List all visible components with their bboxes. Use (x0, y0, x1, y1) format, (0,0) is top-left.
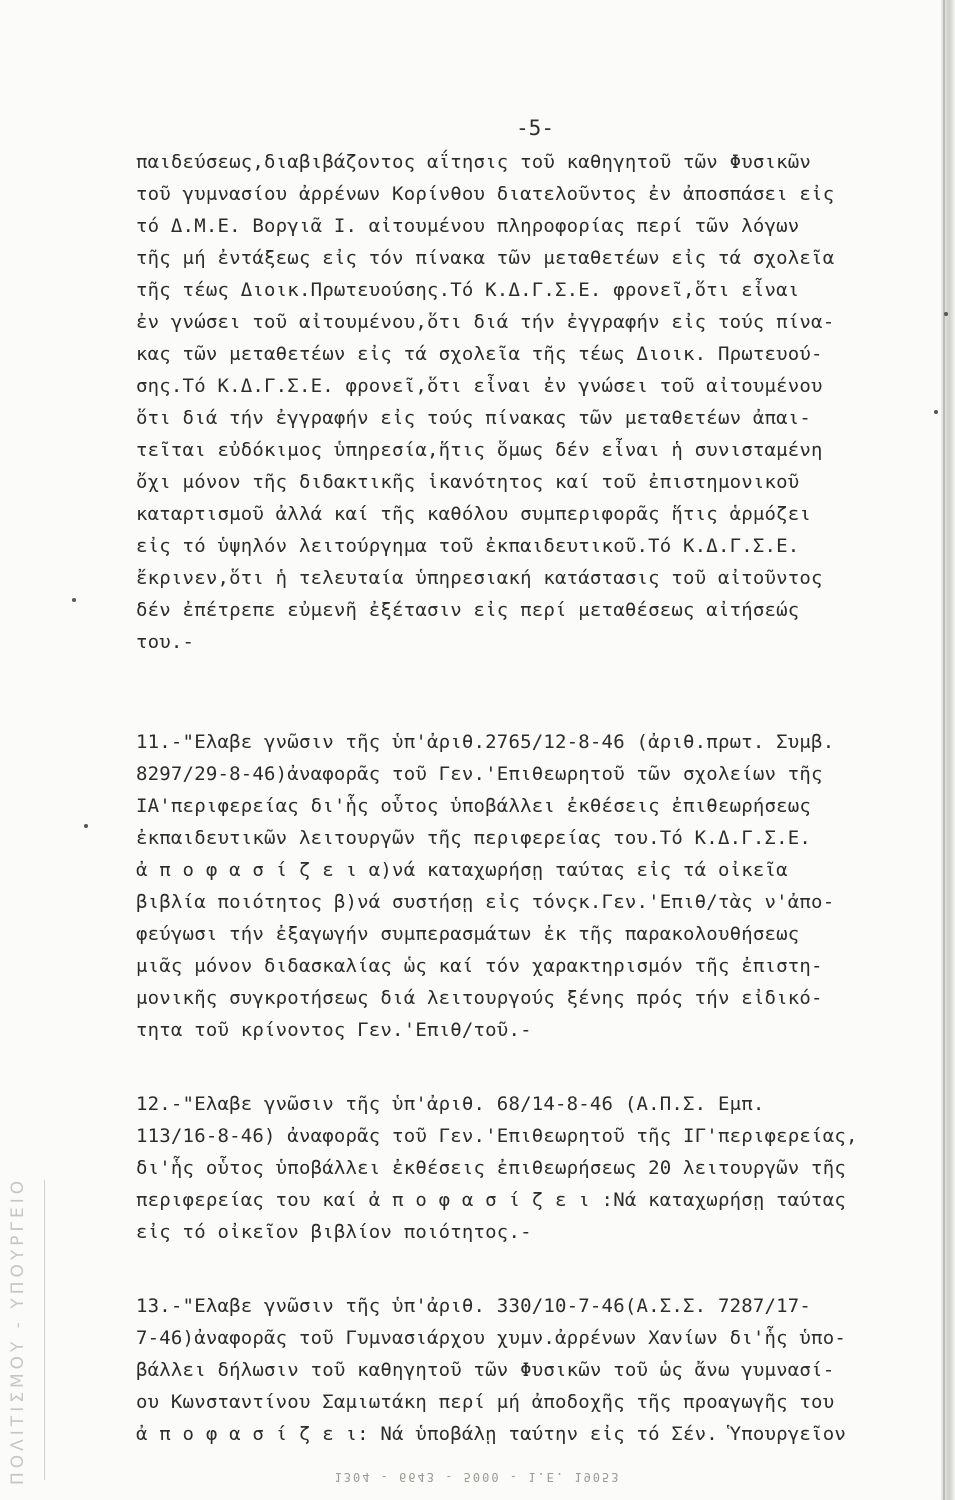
item-12 (136, 1088, 936, 1248)
text-line: φεύγωσι τήν ἐξαγωγήν συμπερασμάτων ἐκ τῆς παρακολουθήσεως (136, 923, 800, 945)
item-13 (136, 1290, 936, 1450)
margin-mark (72, 598, 76, 602)
text-line: κας τῶν μεταθετέων εἰς τά σχολεῖα τῆς τέως Διοικ. Πρωτευού- (136, 343, 823, 365)
text-line: ἀ π ο φ α σ ί ζ ε ι α)νά καταχωρήσῃ ταύτας εἰς τά οἰκεῖα (136, 859, 788, 881)
text-line: εἰς τό ὑψηλόν λειτούργημα τοῦ ἐκπαιδευτικοῦ.Τό Κ.Δ.Γ.Σ.Ε. (136, 535, 800, 557)
text-line: ὄχι μόνον τῆς διδακτικῆς ἱκανότητος καί τοῦ ἐπιστημονικοῦ (136, 471, 800, 493)
text-line: τητα τοῦ κρίνοντος Γεν.'Επιθ/τοῦ.- (136, 1019, 532, 1041)
text-line: ἐν γνώσει τοῦ αἰτουμένου,ὅτι διά τήν ἐγγραφήν εἰς τούς πίνα- (136, 311, 835, 333)
spine-text: ΠΟΛΙΤΙΣΜΟΥ - ΥΠΟΥΡΓΕΙΟ (8, 1176, 28, 1485)
text-line: δέν ἐπέτρεπε εὐμενῆ ἐξέτασιν εἰς περί μεταθέσεως αἰτήσεώς (136, 599, 800, 621)
text-line: τῆς τέως Διοικ.Πρωτευούσης.Τό Κ.Δ.Γ.Σ.Ε. φρονεῖ,ὅτι εἶναι (136, 279, 800, 301)
paragraph-continuation (136, 146, 936, 658)
text-line: ἔκρινεν,ὅτι ἡ τελευταία ὑπηρεσιακή κατάστασις τοῦ αἰτοῦντος (136, 567, 823, 589)
text-line: 113/16-8-46) ἀναφορᾶς τοῦ Γεν.'Επιθεωρητοῦ τῆς ΙΓ'περιφερείας, (136, 1125, 858, 1147)
printer-footer: 1304 - 6643 - 5000 - 1.E. 19053 (334, 1470, 621, 1484)
item-11 (136, 726, 936, 1046)
margin-mark (944, 312, 948, 316)
text-line: ἐκπαιδευτικῶν λειτουργῶν τῆς περιφερείας του.Τό Κ.Δ.Γ.Σ.Ε. (136, 827, 812, 849)
text-line: εἰς τό οἰκεῖον βιβλίον ποιότητος.- (136, 1221, 532, 1243)
text-line: τεῖται εὐδόκιμος ὑπηρεσία,ἥτις ὅμως δέν εἶναι ἡ συνισταμένη (136, 439, 823, 461)
text-line: καταρτισμοῦ ἀλλά καί τῆς καθόλου συμπεριφορᾶς ἥτις ἁρμόζει (136, 503, 812, 525)
text-line: μιᾶς μόνον διδασκαλίας ὡς καί τόν χαρακτηρισμόν τῆς ἐπιστη- (136, 955, 823, 977)
text-line: 7-46)ἀναφορᾶς τοῦ Γυμνασιάρχου χυμν.ἀρρένων Χανίων δι'ἧς ὑπο- (136, 1327, 846, 1349)
text-line: βάλλει δήλωσιν τοῦ καθηγητοῦ τῶν Φυσικῶν τοῦ ὡς ἄνω γυμνασί- (136, 1359, 835, 1381)
text-line: βιβλία ποιότητος β)νά συστήσῃ εἰς τόνςκ.Γεν.'Επιθ/τὰς ν'ἀπο- (136, 891, 835, 913)
text-line: 8297/29-8-46)ἀναφορᾶς τοῦ Γεν.'Επιθεωρητοῦ τῶν σχολείων τῆς (136, 763, 823, 785)
text-line: μονικῆς συγκροτήσεως διά λειτουργούς ξένης πρός τήν εἰδικό- (136, 987, 823, 1009)
text-line: περιφερείας του καί ἀ π ο φ α σ ί ζ ε ι :Νά καταχωρήσῃ ταύτας (136, 1189, 846, 1211)
text-line: 11.-"Ελαβε γνῶσιν τῆς ὑπ'ἀριθ.2765/12-8-46 (ἀριθ.πρωτ. Συμβ. (136, 731, 835, 753)
text-line: ὅτι διά τήν ἐγγραφήν εἰς τούς πίνακας τῶν μεταθετέων ἀπαι- (136, 407, 812, 429)
text-line: τῆς μή ἐντάξεως εἰς τόν πίνακα τῶν μεταθετέων εἰς τά σχολεῖα (136, 247, 835, 269)
margin-mark (934, 410, 938, 414)
page-number: -5- (516, 116, 554, 140)
text-line: ἀ π ο φ α σ ί ζ ε ι: Νά ὑποβάλῃ ταύτην εἰς τό Σέν. Ὑπουργεῖον (136, 1423, 846, 1445)
text-line: 13.-"Ελαβε γνῶσιν τῆς ὑπ'ἀριθ. 330/10-7-46(Α.Σ.Σ. 7287/17- (136, 1295, 812, 1317)
text-line: τό Δ.Μ.Ε. Βοργιᾶ Ι. αἰτουμένου πληροφορίας περί τῶν λόγων (136, 215, 800, 237)
text-line: παιδεύσεως,διαβιβάζοντος αΐτησις τοῦ καθηγητοῦ τῶν Φυσικῶν (136, 151, 812, 173)
text-line: τοῦ γυμνασίου ἀρρένων Κορίνθου διατελοῦντος ἐν ἀποσπάσει εἰς (136, 183, 835, 205)
text-line: του.- (136, 631, 195, 653)
text-line: 12.-"Ελαβε γνῶσιν τῆς ὑπ'ἀριθ. 68/14-8-46 (Α.Π.Σ. Εμπ. (136, 1093, 765, 1115)
text-line: δι'ἧς οὗτος ὑποβάλλει ἐκθέσεις ἐπιθεωρήσεως 20 λειτουργῶν τῆς (136, 1157, 846, 1179)
spine-line (44, 1180, 45, 1480)
text-line: ου Κωνσταντίνου Σαμιωτάκη περί μή ἀποδοχῆς τῆς προαγωγῆς του (136, 1391, 835, 1413)
margin-mark (84, 824, 88, 828)
page-right-edge-line (943, 0, 945, 1500)
text-line: ΙΑ'περιφερείας δι'ἧς οὗτος ὑποβάλλει ἐκθέσεις ἐπιθεωρήσεως (136, 795, 812, 817)
text-line: σης.Τό Κ.Δ.Γ.Σ.Ε. φρονεῖ,ὅτι εἶναι ἐν γνώσει τοῦ αἰτουμένου (136, 375, 823, 397)
